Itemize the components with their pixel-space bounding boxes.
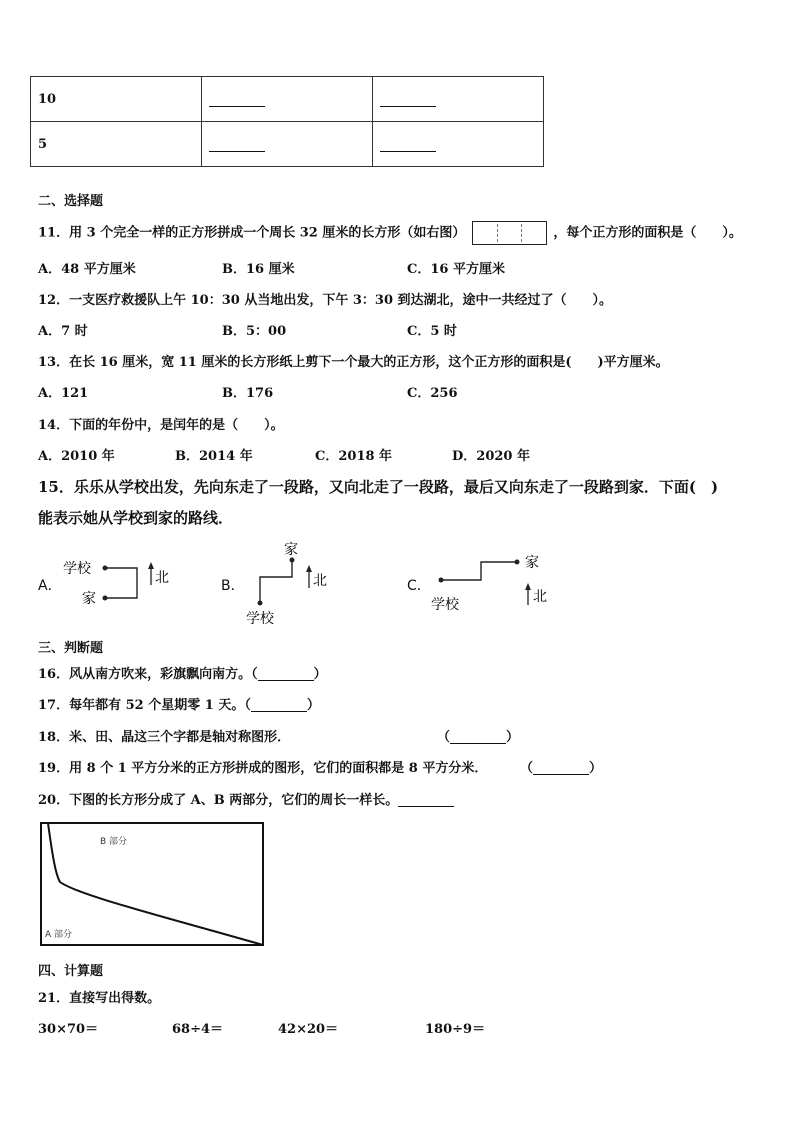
q15-option-a-route (55, 555, 185, 610)
q12-option-a[interactable]: A．7 时 (38, 324, 88, 339)
school-label: 学校 (63, 561, 91, 577)
q20-rectangle-figure (38, 820, 268, 950)
table-cell-label: 5 (31, 122, 202, 167)
q16-prompt: 16．风从南方吹来，彩旗飘向南方。（ (38, 667, 258, 682)
q21-item-3: 42×20＝ (278, 1022, 339, 1037)
q21-item-2: 68÷4＝ (172, 1022, 224, 1037)
north-label: 北 (155, 570, 169, 586)
q12-text: 12．一支医疗救援队上午 10：30 从当地出发，下午 3：30 到达湖北，途中一共经过了（ ）。 (38, 293, 613, 308)
table-cell-blank[interactable] (373, 122, 544, 167)
q18-answer: （ ） (437, 730, 520, 745)
section-choice-heading: 二、选择题 (38, 194, 104, 209)
north-label: 北 (313, 573, 327, 589)
school-dot-icon (258, 601, 263, 606)
home-dot-icon (103, 596, 108, 601)
q18-text: 18．米、田、晶这三个字都是轴对称图形． (38, 730, 291, 745)
q15-line2: 能表示她从学校到家的路线． (38, 509, 234, 527)
q14-option-d[interactable]: D．2020 年 (452, 449, 530, 464)
table-cell-label: 10 (31, 77, 202, 122)
table-cell-blank[interactable] (373, 77, 544, 122)
answer-table (30, 76, 544, 167)
q21-text: 21．直接写出得数。 (38, 991, 161, 1006)
school-dot-icon (439, 578, 444, 583)
home-label: 家 (82, 591, 96, 607)
q19-answer: （ ） (520, 761, 603, 776)
section-calc-heading: 四、计算题 (38, 964, 104, 979)
q15-option-c-label[interactable]: C． (407, 578, 431, 594)
part-a-label: A 部分 (45, 930, 73, 940)
table-row (31, 122, 544, 167)
q15-option-c-route (425, 548, 565, 618)
q15-option-b-route (238, 538, 338, 630)
q11-option-a[interactable]: A．48 平方厘米 (38, 262, 136, 277)
home-label: 家 (284, 542, 298, 558)
q20-text (38, 789, 454, 808)
section-judge-heading: 三、判断题 (38, 641, 104, 656)
home-label: 家 (525, 555, 539, 571)
part-b-label: B 部分 (100, 837, 128, 847)
q13-option-b[interactable]: B．176 (222, 386, 274, 401)
q12-option-c[interactable]: C．5 时 (407, 324, 457, 339)
q15-option-a-label[interactable]: A． (38, 578, 62, 594)
q16-text (38, 663, 327, 682)
q21-item-1: 30×70＝ (38, 1022, 99, 1037)
q16-answer-blank[interactable] (258, 668, 314, 681)
q17-answer-blank[interactable] (251, 699, 307, 712)
q14-text: 14．下面的年份中，是闰年的是（ ）。 (38, 418, 284, 433)
q15-option-b-label[interactable]: B． (221, 578, 245, 594)
q19-text: 19．用 8 个 1 平方分米的正方形拼成的图形，它们的面积都是 8 平方分米． (38, 761, 488, 776)
q14-option-b[interactable]: B．2014 年 (175, 449, 253, 464)
q11-text-b: ，每个正方形的面积是（ ）。 (553, 225, 742, 241)
north-label: 北 (533, 589, 547, 605)
q17-prompt: 17．每年都有 52 个星期零 1 天。（ (38, 698, 251, 713)
q14-option-a[interactable]: A．2010 年 (38, 449, 115, 464)
q17-close: ） (306, 698, 320, 713)
q12-option-b[interactable]: B．5：00 (222, 324, 287, 339)
q13-option-c[interactable]: C．256 (407, 386, 458, 401)
home-dot-icon (290, 558, 295, 563)
school-label: 学校 (431, 597, 459, 613)
q11-text (38, 221, 742, 245)
q20-answer-blank[interactable] (398, 794, 454, 807)
q21-item-4: 180÷9＝ (425, 1022, 486, 1037)
q11-text-a: 11．用 3 个完全一样的正方形拼成一个周长 32 厘米的长方形（如右图） (38, 225, 466, 241)
q20-prompt: 20．下图的长方形分成了 A、B 两部分，它们的周长一样长。 (38, 793, 399, 808)
q16-close: ） (313, 667, 327, 682)
q18-answer-blank[interactable] (450, 731, 506, 744)
q13-text: 13．在长 16 厘米，宽 11 厘米的长方形纸上剪下一个最大的正方形，这个正方形的面积是( )平方厘米。 (38, 355, 669, 370)
table-row (31, 77, 544, 122)
school-dot-icon (103, 566, 108, 571)
three-squares-figure (472, 221, 547, 245)
table-cell-blank[interactable] (202, 77, 373, 122)
q17-text (38, 694, 320, 713)
table-cell-blank[interactable] (202, 122, 373, 167)
q14-option-c[interactable]: C．2018 年 (315, 449, 393, 464)
q15-line1: 15．乐乐从学校出发，先向东走了一段路，又向北走了一段路，最后又向东走了一段路到家．下面( ) (38, 478, 719, 496)
q19-answer-blank[interactable] (533, 762, 589, 775)
school-label: 学校 (246, 611, 274, 627)
q11-option-b[interactable]: B．16 厘米 (222, 262, 295, 277)
q13-option-a[interactable]: A．121 (38, 386, 89, 401)
home-dot-icon (515, 560, 520, 565)
q11-option-c[interactable]: C．16 平方厘米 (407, 262, 505, 277)
